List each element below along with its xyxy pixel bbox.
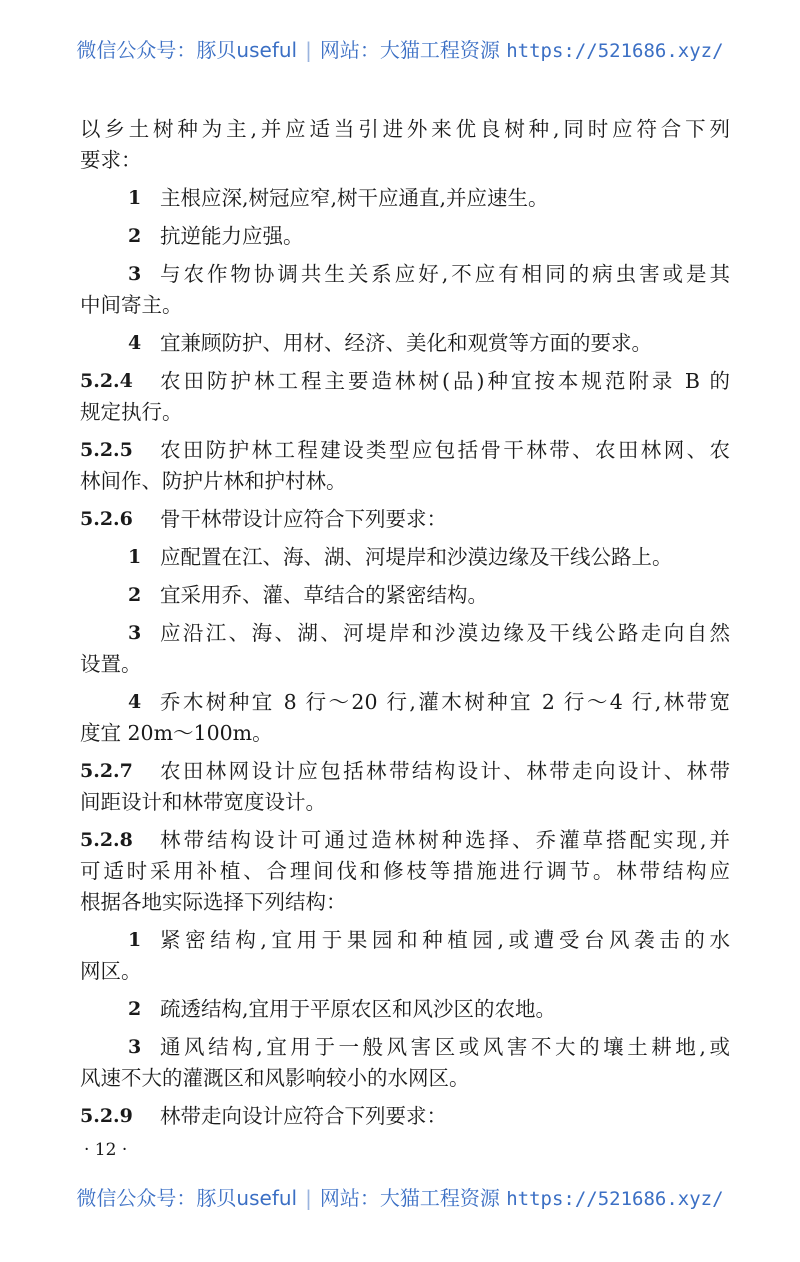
clause-number: 5.2.6 <box>80 508 133 530</box>
watermark-url[interactable]: https://521686.xyz/ <box>506 40 724 62</box>
watermark-url[interactable]: https://521686.xyz/ <box>506 1188 724 1210</box>
text-line: 农田防护林工程主要造林树(品)种宜按本规范附录 B 的 <box>160 369 730 393</box>
text-line: 设置。 <box>80 652 142 676</box>
text-line: 以乡土树种为主,并应适当引进外来优良树种,同时应符合下列 <box>80 117 730 141</box>
clause-number: 5.2.9 <box>80 1105 133 1127</box>
text-line: 骨干林带设计应符合下列要求： <box>160 507 447 531</box>
watermark-account: 微信公众号：豚贝useful <box>76 38 298 62</box>
text-line: 农田防护林工程建设类型应包括骨干林带、农田林网、农 <box>160 438 730 462</box>
text-line: 应沿江、海、湖、河堤岸和沙漠边缘及干线公路走向自然 <box>160 621 730 645</box>
watermark-site-label: 网站：大猫工程资源 <box>319 38 500 62</box>
text-line: 宜采用乔、灌、草结合的紧密结构。 <box>160 583 488 607</box>
text-line: 中间寄主。 <box>80 293 183 317</box>
watermark-footer <box>0 1182 800 1211</box>
watermark-separator: | <box>305 38 312 62</box>
text-line: 疏透结构,宜用于平原农区和风沙区的农地。 <box>160 997 557 1021</box>
text-line: 林带走向设计应符合下列要求： <box>160 1104 447 1128</box>
item-number: 2 <box>128 584 142 606</box>
item-number: 3 <box>128 622 142 644</box>
text-line: 可适时采用补植、合理间伐和修枝等措施进行调节。林带结构应 <box>80 859 730 883</box>
item-number: 4 <box>128 691 142 713</box>
watermark-site-label: 网站：大猫工程资源 <box>319 1186 500 1210</box>
item-number: 2 <box>128 998 142 1020</box>
watermark-header <box>0 34 800 63</box>
clause-number: 5.2.7 <box>80 760 133 782</box>
text-line: 规定执行。 <box>80 400 183 424</box>
text-line: 紧密结构,宜用于果园和种植园,或遭受台风袭击的水 <box>160 928 730 952</box>
text-line: 主根应深,树冠应窄,树干应通直,并应速生。 <box>160 186 549 210</box>
text-line: 与农作物协调共生关系应好,不应有相同的病虫害或是其 <box>160 262 730 286</box>
text-line: 通风结构,宜用于一般风害区或风害不大的壤土耕地,或 <box>160 1035 730 1059</box>
text-line: 应配置在江、海、湖、河堤岸和沙漠边缘及干线公路上。 <box>160 545 673 569</box>
clause-number: 5.2.4 <box>80 370 133 392</box>
text-line: 根据各地实际选择下列结构： <box>80 890 347 914</box>
page-number: · 12 · <box>84 1140 128 1160</box>
item-number: 1 <box>128 546 142 568</box>
text-line: 度宜 20m～100m。 <box>80 721 273 745</box>
text-line: 抗逆能力应强。 <box>160 224 304 248</box>
watermark-account: 微信公众号：豚贝useful <box>76 1186 298 1210</box>
clause-number: 5.2.5 <box>80 439 133 461</box>
text-line: 林带结构设计可通过造林树种选择、乔灌草搭配实现,并 <box>160 828 730 852</box>
item-number: 3 <box>128 1036 142 1058</box>
item-number: 1 <box>128 187 142 209</box>
item-number: 4 <box>128 332 142 354</box>
text-line: 网区。 <box>80 959 142 983</box>
text-line: 农田林网设计应包括林带结构设计、林带走向设计、林带 <box>160 759 730 783</box>
item-number: 3 <box>128 263 142 285</box>
watermark-separator: | <box>305 1186 312 1210</box>
text-line: 风速不大的灌溉区和风影响较小的水网区。 <box>80 1066 470 1090</box>
text-line: 林间作、防护片林和护村林。 <box>80 469 347 493</box>
text-line: 乔木树种宜 8 行～20 行,灌木树种宜 2 行～4 行,林带宽 <box>160 690 730 714</box>
item-number: 1 <box>128 929 142 951</box>
text-line: 宜兼顾防护、用材、经济、美化和观赏等方面的要求。 <box>160 331 652 355</box>
item-number: 2 <box>128 225 142 247</box>
clause-number: 5.2.8 <box>80 829 133 851</box>
text-line: 间距设计和林带宽度设计。 <box>80 790 326 814</box>
text-line: 要求： <box>80 148 142 172</box>
